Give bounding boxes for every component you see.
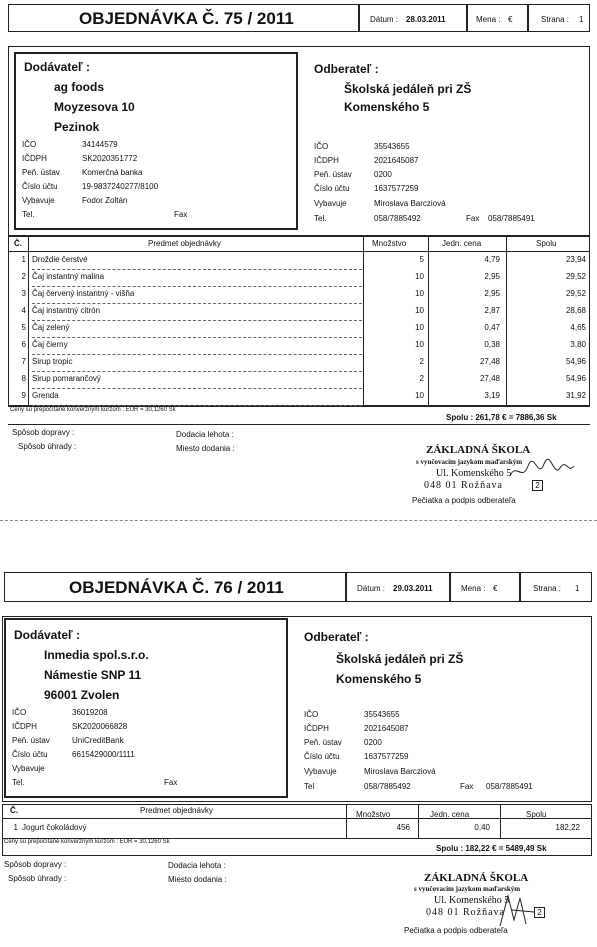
stamp-line-3: Ul. Komenského 5: [434, 895, 510, 906]
customer-tel-label: Tel: [304, 782, 315, 791]
page-box: [520, 572, 592, 602]
supplier-city: 96001 Zvolen: [44, 688, 120, 702]
col-divider-total: [500, 804, 501, 838]
customer-fax-label: Fax: [466, 214, 480, 223]
row-total: 29,52: [565, 289, 586, 298]
row-rule: [32, 303, 362, 304]
customer-icdph-label: IČDPH: [304, 724, 329, 733]
date-value: 28.03.2011: [406, 15, 446, 24]
row-rule: [32, 354, 362, 355]
col-header-no: Č.: [10, 806, 18, 815]
row-number: 2: [21, 272, 26, 281]
row-item: Sirup pomarančový: [32, 374, 101, 383]
date-box: [346, 572, 450, 602]
row-number: 4: [21, 306, 26, 315]
stamp-line-4: 048 01 Rožňava: [424, 480, 503, 491]
row-rule: [32, 371, 362, 372]
col-header-qty: Množstvo: [372, 239, 407, 248]
customer-street: Komenského 5: [344, 100, 430, 114]
row-quantity: 2: [419, 374, 424, 383]
row-unit-price: 4,79: [484, 255, 500, 264]
page-value: 1: [579, 15, 584, 24]
customer-handler: Miroslava Barcziová: [364, 767, 436, 776]
row-quantity: 10: [415, 289, 424, 298]
payment-label: Spôsob úhrady :: [18, 442, 77, 451]
row-total: 28,68: [565, 306, 586, 315]
row-item: Čaj čierny: [32, 340, 68, 349]
transport-label: Spôsob dopravy :: [12, 428, 75, 437]
row-unit-price: 27,48: [479, 357, 500, 366]
stamp-line-4: 048 01 Rožňava: [426, 907, 505, 918]
col-header-total: Spolu: [536, 239, 557, 248]
delivery-date-label: Dodacia lehota :: [176, 430, 234, 439]
stamp-line-2: s vyučovacím jazykom maďarským: [416, 458, 523, 466]
page-label: Strana :: [533, 584, 562, 593]
customer-account: 1637577259: [364, 752, 409, 761]
row-quantity: 5: [419, 255, 424, 264]
customer-ico-label: IČO: [314, 142, 329, 151]
row-rule: [32, 269, 362, 270]
customer-ico: 35543655: [364, 710, 400, 719]
supplier-icdph-label: IČDPH: [12, 722, 37, 731]
supplier-account-label: Číslo účtu: [22, 182, 58, 191]
row-item: Sirup tropic: [32, 357, 73, 366]
table-header-divider: [8, 251, 590, 252]
delivery-place-label: Miesto dodania :: [176, 444, 235, 453]
customer-fax: 058/7885491: [486, 782, 533, 791]
customer-heading: Odberateľ :: [304, 630, 369, 644]
page-value: 1: [575, 584, 580, 593]
customer-handler-label: Vybavuje: [314, 199, 347, 208]
supplier-handler-label: Vybavuje: [12, 764, 45, 773]
customer-bank: 0200: [374, 170, 392, 179]
supplier-bank-label: Peň. ústav: [22, 168, 60, 177]
customer-bank-label: Peň. ústav: [304, 738, 342, 747]
order-title-box: [8, 4, 359, 32]
supplier-bank: UniCreditBank: [72, 736, 124, 745]
customer-street: Komenského 5: [336, 672, 422, 686]
col-header-item: Predmet objednávky: [140, 806, 213, 815]
currency-value: €: [508, 15, 513, 24]
customer-tel: 058/7885492: [364, 782, 411, 791]
row-unit-price: 27,48: [479, 374, 500, 383]
row-item: Grenda: [32, 391, 59, 400]
payment-label: Spôsob úhrady :: [8, 874, 67, 883]
row-quantity: 456: [396, 823, 410, 832]
delivery-place-label: Miesto dodania :: [168, 875, 227, 884]
row-quantity: 2: [419, 357, 424, 366]
col-header-price: Jedn. cena: [430, 810, 470, 819]
col-header-qty: Množstvo: [356, 810, 391, 819]
supplier-ico: 34144579: [82, 140, 118, 149]
supplier-heading: Dodávateľ :: [14, 628, 80, 642]
stamp-line-2: s vyučovacím jazykom maďarským: [414, 885, 521, 893]
supplier-handler: Fodor Zoltán: [82, 196, 128, 205]
delivery-date-label: Dodacia lehota :: [168, 861, 226, 870]
customer-ico: 35543655: [374, 142, 410, 151]
row-number: 7: [21, 357, 26, 366]
page-separator: [0, 520, 597, 521]
supplier-icdph-label: IČDPH: [22, 154, 47, 163]
row-unit-price: 2,95: [484, 289, 500, 298]
supplier-account-label: Číslo účtu: [12, 750, 48, 759]
customer-icdph: 2021645087: [374, 156, 419, 165]
signature-scribble: [508, 454, 578, 484]
row-total: 4,65: [570, 323, 586, 332]
supplier-tel-label: Tel.: [22, 210, 35, 219]
order-title: OBJEDNÁVKA Č. 76 / 2011: [69, 578, 284, 597]
supplier-fax-label: Fax: [164, 778, 178, 787]
date-value: 29.03.2011: [393, 584, 433, 593]
page-box: [528, 4, 590, 32]
row-quantity: 10: [415, 340, 424, 349]
supplier-icdph: SK2020066828: [72, 722, 128, 731]
signature-scribble: [494, 890, 544, 930]
row-number: 8: [21, 374, 26, 383]
row-total: 23,94: [565, 255, 586, 264]
sum-divider: [8, 424, 590, 425]
supplier-box: [4, 618, 288, 798]
customer-handler: Miroslava Barcziová: [374, 199, 446, 208]
currency-box: [450, 572, 520, 602]
date-label: Dátum :: [370, 15, 399, 24]
rate-note: Ceny sú prepočítané konverzným kurzom : EUR = 30,1260 Sk: [4, 839, 170, 845]
row-total: 54,96: [565, 357, 586, 366]
row-item: Čaj zelený: [32, 323, 70, 332]
customer-tel-label: Tel.: [314, 214, 327, 223]
supplier-icdph: SK2020351772: [82, 154, 138, 163]
stamp-box: 2: [532, 480, 543, 491]
col-header-no: Č.: [14, 239, 22, 248]
row-rule: [32, 320, 362, 321]
row-number: 6: [21, 340, 26, 349]
currency-box: [467, 4, 528, 32]
signature-label: Pečiatka a podpis odberateľa: [404, 926, 508, 935]
row-unit-price: 2,95: [484, 272, 500, 281]
row-number: 5: [21, 323, 26, 332]
supplier-tel-label: Tel.: [12, 778, 25, 787]
currency-label: Mena :: [461, 584, 486, 593]
supplier-account: 19-9837240277/8100: [82, 182, 159, 191]
stamp-box: 2: [534, 907, 545, 918]
supplier-name: Inmedia spol.s.r.o.: [44, 648, 149, 662]
customer-bank: 0200: [364, 738, 382, 747]
customer-icdph-label: IČDPH: [314, 156, 339, 165]
col-divider-no: [28, 236, 29, 406]
order-title: OBJEDNÁVKA Č. 75 / 2011: [79, 9, 294, 28]
col-header-item: Predmet objednávky: [148, 239, 221, 248]
supplier-account: 6615429000/1111: [72, 750, 135, 759]
row-total: 31,92: [565, 391, 586, 400]
transport-label: Spôsob dopravy :: [4, 860, 67, 869]
supplier-box: [14, 52, 298, 230]
supplier-bank: Komerčná banka: [82, 168, 143, 177]
supplier-handler-label: Vybavuje: [22, 196, 55, 205]
col-header-total: Spolu: [526, 810, 547, 819]
date-label: Dátum :: [357, 584, 386, 593]
row-item: Čaj instantný malina: [32, 272, 105, 281]
row-unit-price: 0,47: [484, 323, 500, 332]
row-rule: [32, 337, 362, 338]
customer-account-label: Číslo účtu: [314, 184, 350, 193]
row-number: 9: [21, 391, 26, 400]
row-item: Jogurt čokoládový: [22, 823, 87, 832]
row-quantity: 10: [415, 323, 424, 332]
col-header-price: Jedn. cena: [442, 239, 482, 248]
supplier-ico: 36019208: [72, 708, 108, 717]
customer-account: 1637577259: [374, 184, 419, 193]
row-rule: [32, 286, 362, 287]
row-total: 54,96: [565, 374, 586, 383]
page-label: Strana :: [541, 15, 570, 24]
stamp-line-1: ZÁKLADNÁ ŠKOLA: [424, 872, 529, 884]
customer-account-label: Číslo účtu: [304, 752, 340, 761]
supplier-street: Námestie SNP 11: [44, 668, 142, 682]
customer-name: Školská jedáleň pri ZŠ: [336, 652, 464, 666]
stamp-line-3: Ul. Komenského 5: [436, 468, 512, 479]
row-unit-price: 0,40: [474, 823, 490, 832]
customer-name: Školská jedáleň pri ZŠ: [344, 82, 472, 96]
col-divider-qty: [346, 804, 347, 838]
row-number: 3: [21, 289, 26, 298]
sum-line: Spolu : 182,22 € = 5489,49 Sk: [436, 844, 547, 853]
table-header-divider: [2, 818, 592, 819]
supplier-bank-label: Peň. ústav: [12, 736, 50, 745]
row-item: Čaj instantný citrón: [32, 306, 101, 315]
customer-icdph: 2021645087: [364, 724, 409, 733]
customer-fax-label: Fax: [460, 782, 474, 791]
currency-label: Mena :: [476, 15, 501, 24]
row-quantity: 10: [415, 306, 424, 315]
customer-fax: 058/7885491: [488, 214, 535, 223]
row-rule: [32, 388, 362, 389]
customer-heading: Odberateľ :: [314, 62, 379, 76]
row-unit-price: 0,38: [484, 340, 500, 349]
supplier-street: Moyzesova 10: [54, 100, 135, 114]
rate-note: Ceny sú prepočítané konverzným kurzom : EUR = 30,1260 Sk: [10, 407, 176, 413]
supplier-ico-label: IČO: [22, 140, 37, 149]
row-unit-price: 3,19: [484, 391, 500, 400]
col-divider-price: [418, 804, 419, 838]
stamp-line-1: ZÁKLADNÁ ŠKOLA: [426, 444, 531, 456]
row-item: Čaj červený instantný - višňa: [32, 289, 135, 298]
date-box: [359, 4, 467, 32]
supplier-name: ag foods: [54, 80, 104, 94]
row-total: 3,80: [570, 340, 586, 349]
sum-line: Spolu : 261,78 € = 7886,36 Sk: [446, 413, 557, 422]
customer-ico-label: IČO: [304, 710, 319, 719]
supplier-ico-label: IČO: [12, 708, 27, 717]
row-unit-price: 2,87: [484, 306, 500, 315]
currency-value: €: [493, 584, 498, 593]
customer-handler-label: Vybavuje: [304, 767, 337, 776]
signature-label: Pečiatka a podpis odberateľa: [412, 496, 516, 505]
row-quantity: 10: [415, 391, 424, 400]
supplier-heading: Dodávateľ :: [24, 60, 90, 74]
row-number: 1: [13, 823, 18, 832]
order-title-box: [4, 572, 346, 602]
row-number: 1: [21, 255, 26, 264]
row-total: 182,22: [555, 823, 580, 832]
customer-bank-label: Peň. ústav: [314, 170, 352, 179]
row-item: Droždie čerstvé: [32, 255, 88, 264]
customer-tel: 058/7885492: [374, 214, 421, 223]
supplier-fax-label: Fax: [174, 210, 188, 219]
row-total: 29,52: [565, 272, 586, 281]
supplier-city: Pezinok: [54, 120, 100, 134]
row-quantity: 10: [415, 272, 424, 281]
